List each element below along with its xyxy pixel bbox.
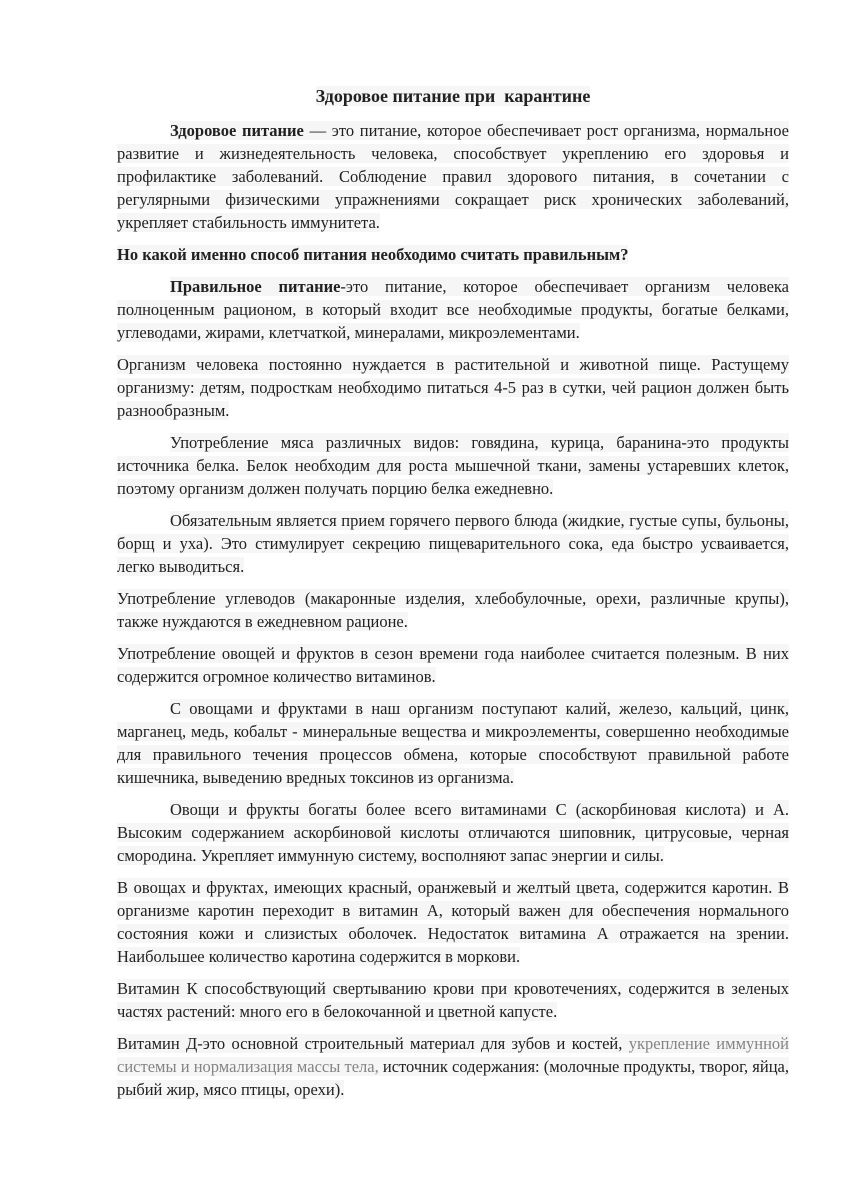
bold-run: Но какой именно способ питания необходимо считать правильным? bbox=[117, 245, 629, 264]
paragraph bbox=[117, 642, 789, 688]
text-run: Овощи и фрукты богаты более всего витаминами С (аскорбиновая кислота) и А. Высоким содержанием аскорбиновой кислоты отличаются шиповник, цитрусовые, черная смородина. Укрепляет иммунную систему, восполняют запас энергии и силы. bbox=[117, 800, 789, 865]
text-run: Обязательным является прием горячего первого блюда (жидкие, густые супы, бульоны, борщ и уха). Это стимулирует секрецию пищеварительного сока, еда быстро усваивается, легко выводиться. bbox=[117, 511, 789, 576]
text-run: источник содержания: (молочные продукты, творог, яйца, рыбий жир, мясо птицы, орехи). bbox=[117, 1057, 789, 1099]
paragraph bbox=[117, 275, 789, 344]
paragraph bbox=[117, 1032, 789, 1101]
text-run: -это питание, которое обеспечивает организм человека полноценным рационом, в который входит все необходимые продукты, богатые белками, углеводами, жирами, клетчаткой, минералами, микроэлементами. bbox=[117, 277, 790, 342]
paragraph bbox=[117, 353, 789, 422]
paragraph bbox=[117, 798, 789, 867]
paragraph bbox=[117, 431, 789, 500]
paragraph bbox=[117, 697, 789, 789]
text-run: Витамин Д-это основной строительный материал для зубов и костей, bbox=[117, 1034, 629, 1053]
document-body bbox=[117, 119, 789, 1101]
section-heading bbox=[117, 243, 789, 266]
paragraph bbox=[117, 587, 789, 633]
paragraph bbox=[117, 119, 789, 234]
text-run: Употребление овощей и фруктов в сезон времени года наиболее считается полезным. В них содержится огромное количество витаминов. bbox=[117, 644, 789, 686]
text-run: В овощах и фруктах, имеющих красный, оранжевый и желтый цвета, содержится каротин. В организме каротин переходит в витамин А, который важен для обеспечения нормального состояния кожи и слизистых оболочек. Недостаток витамина А отражается на зрении. Наибольшее количество каротина содержится в моркови. bbox=[117, 878, 789, 966]
document-title bbox=[117, 84, 789, 108]
bold-run: Здоровое питание bbox=[170, 121, 304, 140]
paragraph bbox=[117, 876, 789, 968]
text-run: Употребление углеводов (макаронные изделия, хлебобулочные, орехи, различные крупы), также нуждаются в ежедневном рационе. bbox=[117, 589, 789, 631]
bold-run: Правильное питание bbox=[170, 277, 341, 296]
paragraph bbox=[117, 977, 789, 1023]
text-run: С овощами и фруктами в наш организм поступают калий, железо, кальций, цинк, марганец, медь, кобальт - минеральные вещества и микроэлементы, совершенно необходимые для правильного течения процессов обмена, которые способствуют правильной работе кишечника, выведению вредных токсинов из организма. bbox=[117, 699, 789, 787]
text-run: Организм человека постоянно нуждается в растительной и животной пище. Растущему организму: детям, подросткам необходимо питаться 4-5 раз в сутки, чей рацион должен быть разнообразным. bbox=[117, 355, 789, 420]
muted-run: укрепление иммунной системы и нормализация массы тела, bbox=[117, 1034, 790, 1076]
text-run: Употребление мяса различных видов: говядина, курица, баранина-это продукты источника белка. Белок необходим для роста мышечной ткани, замены устаревших клеток, поэтому организм должен получать порцию белка ежедневно. bbox=[117, 433, 789, 498]
text-run: — это питание, которое обеспечивает рост организма, нормальное развитие и жизнедеятельность человека, способствует укреплению его здоровья и профилактике заболеваний. Соблюдение правил здорового питания, в сочетании с регулярными физическими упражнениями сокращает риск хронических заболеваний, укрепляет стабильность иммунитета. bbox=[117, 121, 789, 232]
text-run: Витамин К способствующий свертыванию крови при кровотечениях, содержится в зеленых частях растений: много его в белокочанной и цветной капусте. bbox=[117, 979, 789, 1021]
paragraph bbox=[117, 509, 789, 578]
document-title-text: Здоровое питание при карантине bbox=[315, 86, 591, 106]
